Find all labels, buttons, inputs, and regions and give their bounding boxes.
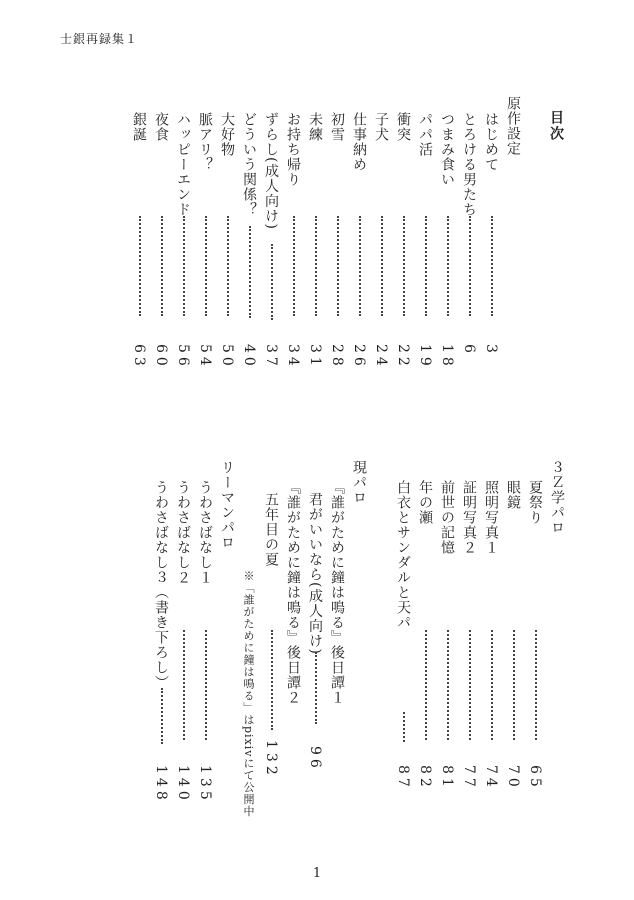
toc-entry-page: 140 [175,765,191,804]
leader-dots [315,652,317,724]
toc-entry [370,112,392,392]
toc-entry [502,96,524,376]
toc-entry [436,112,458,392]
toc-entry-title: ずらし(成人向け) [263,112,279,230]
toc-entry-title: 子犬 [373,112,389,142]
section-heading-title: ３Ｚ学パロ [549,460,565,535]
toc-entry [172,480,194,820]
toc-entry-page: 77 [461,765,477,791]
toc-entry-page: 74 [483,765,499,791]
leader-dots [535,630,537,740]
toc-entry-title: 前世の記憶 [439,480,455,555]
leader-dots [271,244,273,320]
leader-dots [513,630,515,740]
toc-entry-title: 銀誕 [131,112,147,142]
leader-dots [315,216,317,316]
leader-dots [425,216,427,316]
running-head: 士銀再録集１ [60,32,139,46]
toc-entry-title: 証明写真２ [461,480,477,555]
toc-entry-page: 37 [263,344,279,370]
toc-entry-page: 96 [307,746,323,772]
toc-entry [282,112,304,392]
toc-entry [304,112,326,392]
toc-entry-page: 70 [505,765,521,791]
toc-entry-title: ハッピーエンド [175,112,191,217]
toc-entry [392,112,414,392]
toc-entry-page: 26 [351,344,367,370]
toc-entry-title: 『誰がために鐘は鳴る』後日譚１ [329,480,345,705]
toc-entry [436,480,458,820]
toc-entry [150,112,172,392]
toc-entry [458,480,480,820]
leader-dots [447,630,449,740]
leader-dots [227,216,229,316]
toc-entry-page: 60 [153,344,169,370]
toc-entry-title: パパ活 [417,112,433,157]
toc-entry-page: 50 [219,344,235,370]
leader-dots [469,216,471,316]
toc-entry-title: 君がいいなら(成人向け) [307,492,323,655]
toc-entry-title: 未練 [307,112,323,142]
toc-entry-title: うわさばなし２ [175,480,191,585]
toc-entry-page: 34 [285,344,301,370]
leader-dots [205,630,207,740]
toc-entry-page: 24 [373,344,389,370]
toc-entry-page: 18 [439,344,455,370]
leader-dots [271,630,273,730]
toc-heading: 目次 [548,110,564,142]
toc-entry-title: はじめて [483,112,499,172]
toc-entry [502,480,524,820]
toc-entry [260,492,282,832]
toc-entry [194,112,216,392]
toc-entry [216,112,238,392]
leader-dots [425,630,427,740]
toc-entry-title: 脈アリ？ [197,112,213,172]
toc-entry-page: 63 [131,344,147,370]
leader-dots [139,216,141,316]
section-heading [546,460,568,800]
publication-note: ※「誰がために鐘は鳴る」はpixivにて公開中 [242,570,255,818]
leader-dots [403,712,405,742]
toc-entry-title: 五年目の夏 [263,492,279,567]
page-number: 1 [312,866,322,881]
toc-entry-title: お持ち帰り [285,112,301,187]
toc-entry [304,492,326,832]
leader-dots [491,216,493,316]
toc-entry-title: 照明写真１ [483,480,499,555]
toc-entry [414,480,436,820]
toc-entry-page: 148 [153,765,169,804]
leader-dots [183,216,185,316]
toc-entry-title: 衝突 [395,112,411,142]
toc-entry [348,112,370,392]
leader-dots [337,216,339,316]
toc-entry-page: 65 [527,765,543,791]
toc-entry [414,112,436,392]
leader-dots [293,216,295,316]
toc-entry-title: 初雪 [329,112,345,142]
toc-entry-title: うわさばなし３（書き下ろし） [153,480,169,690]
toc-entry [392,480,414,820]
leader-dots [161,688,163,744]
toc-entry-page: 6 [461,344,477,357]
leader-dots [249,226,251,318]
leader-dots [183,630,185,740]
section-heading [348,460,370,800]
toc-entry-title: 年の瀬 [417,480,433,525]
toc-entry-page: 31 [307,344,323,370]
toc-entry [194,480,216,820]
toc-entry-title: 大好物 [219,112,235,157]
toc-entry-page: 40 [241,344,257,370]
toc-entry-page: 22 [395,344,411,370]
leader-dots [205,216,207,316]
toc-entry [128,112,150,392]
toc-entry [458,112,480,392]
toc-entry-page: 19 [417,344,433,370]
toc-entry [480,480,502,820]
toc-entry-page: 132 [263,740,279,779]
toc-entry-page: 135 [197,765,213,804]
leader-dots [381,216,383,316]
toc-entry-title: どういう関係？ [241,112,257,217]
leader-dots [403,216,405,316]
toc-entry-page: 87 [395,765,411,791]
toc-entry-page: 81 [439,765,455,791]
toc-entry-title: とろける男たち [461,112,477,217]
toc-entry-page: 56 [175,344,191,370]
toc-entry-page: 54 [197,344,213,370]
toc-entry [326,480,348,820]
section-heading-title: 現パロ [351,460,367,505]
leader-dots [447,216,449,316]
toc-entry-page: 3 [483,344,499,357]
toc-entry [524,480,546,820]
section-heading-title: リーマンパロ [219,460,235,550]
toc-entry-title: うわさばなし１ [197,480,213,585]
leader-dots [359,216,361,316]
section-heading [216,460,238,800]
leader-dots [491,630,493,740]
toc-entry [150,480,172,820]
toc-entry [238,112,260,392]
toc-entry-title: 白衣とサンダルと天パ [395,480,411,630]
toc-entry [480,112,502,392]
toc-entry-page: 82 [417,765,433,791]
leader-dots [161,216,163,316]
toc-entry-page: 28 [329,344,345,370]
leader-dots [469,630,471,740]
toc-entry-title: 原作設定 [505,96,521,156]
toc-entry-title: つまみ食い [439,112,455,187]
toc-entry [282,480,304,820]
toc-entry-title: 仕事納め [351,112,367,172]
toc-entry-title: 夜食 [153,112,169,142]
toc-entry [172,112,194,392]
toc-entry [326,112,348,392]
toc-entry-title: 夏祭り [527,480,543,525]
toc-entry-title: 眼鏡 [505,480,521,510]
toc-entry [260,112,282,392]
toc-entry-title: 『誰がために鐘は鳴る』後日譚２ [285,480,301,705]
